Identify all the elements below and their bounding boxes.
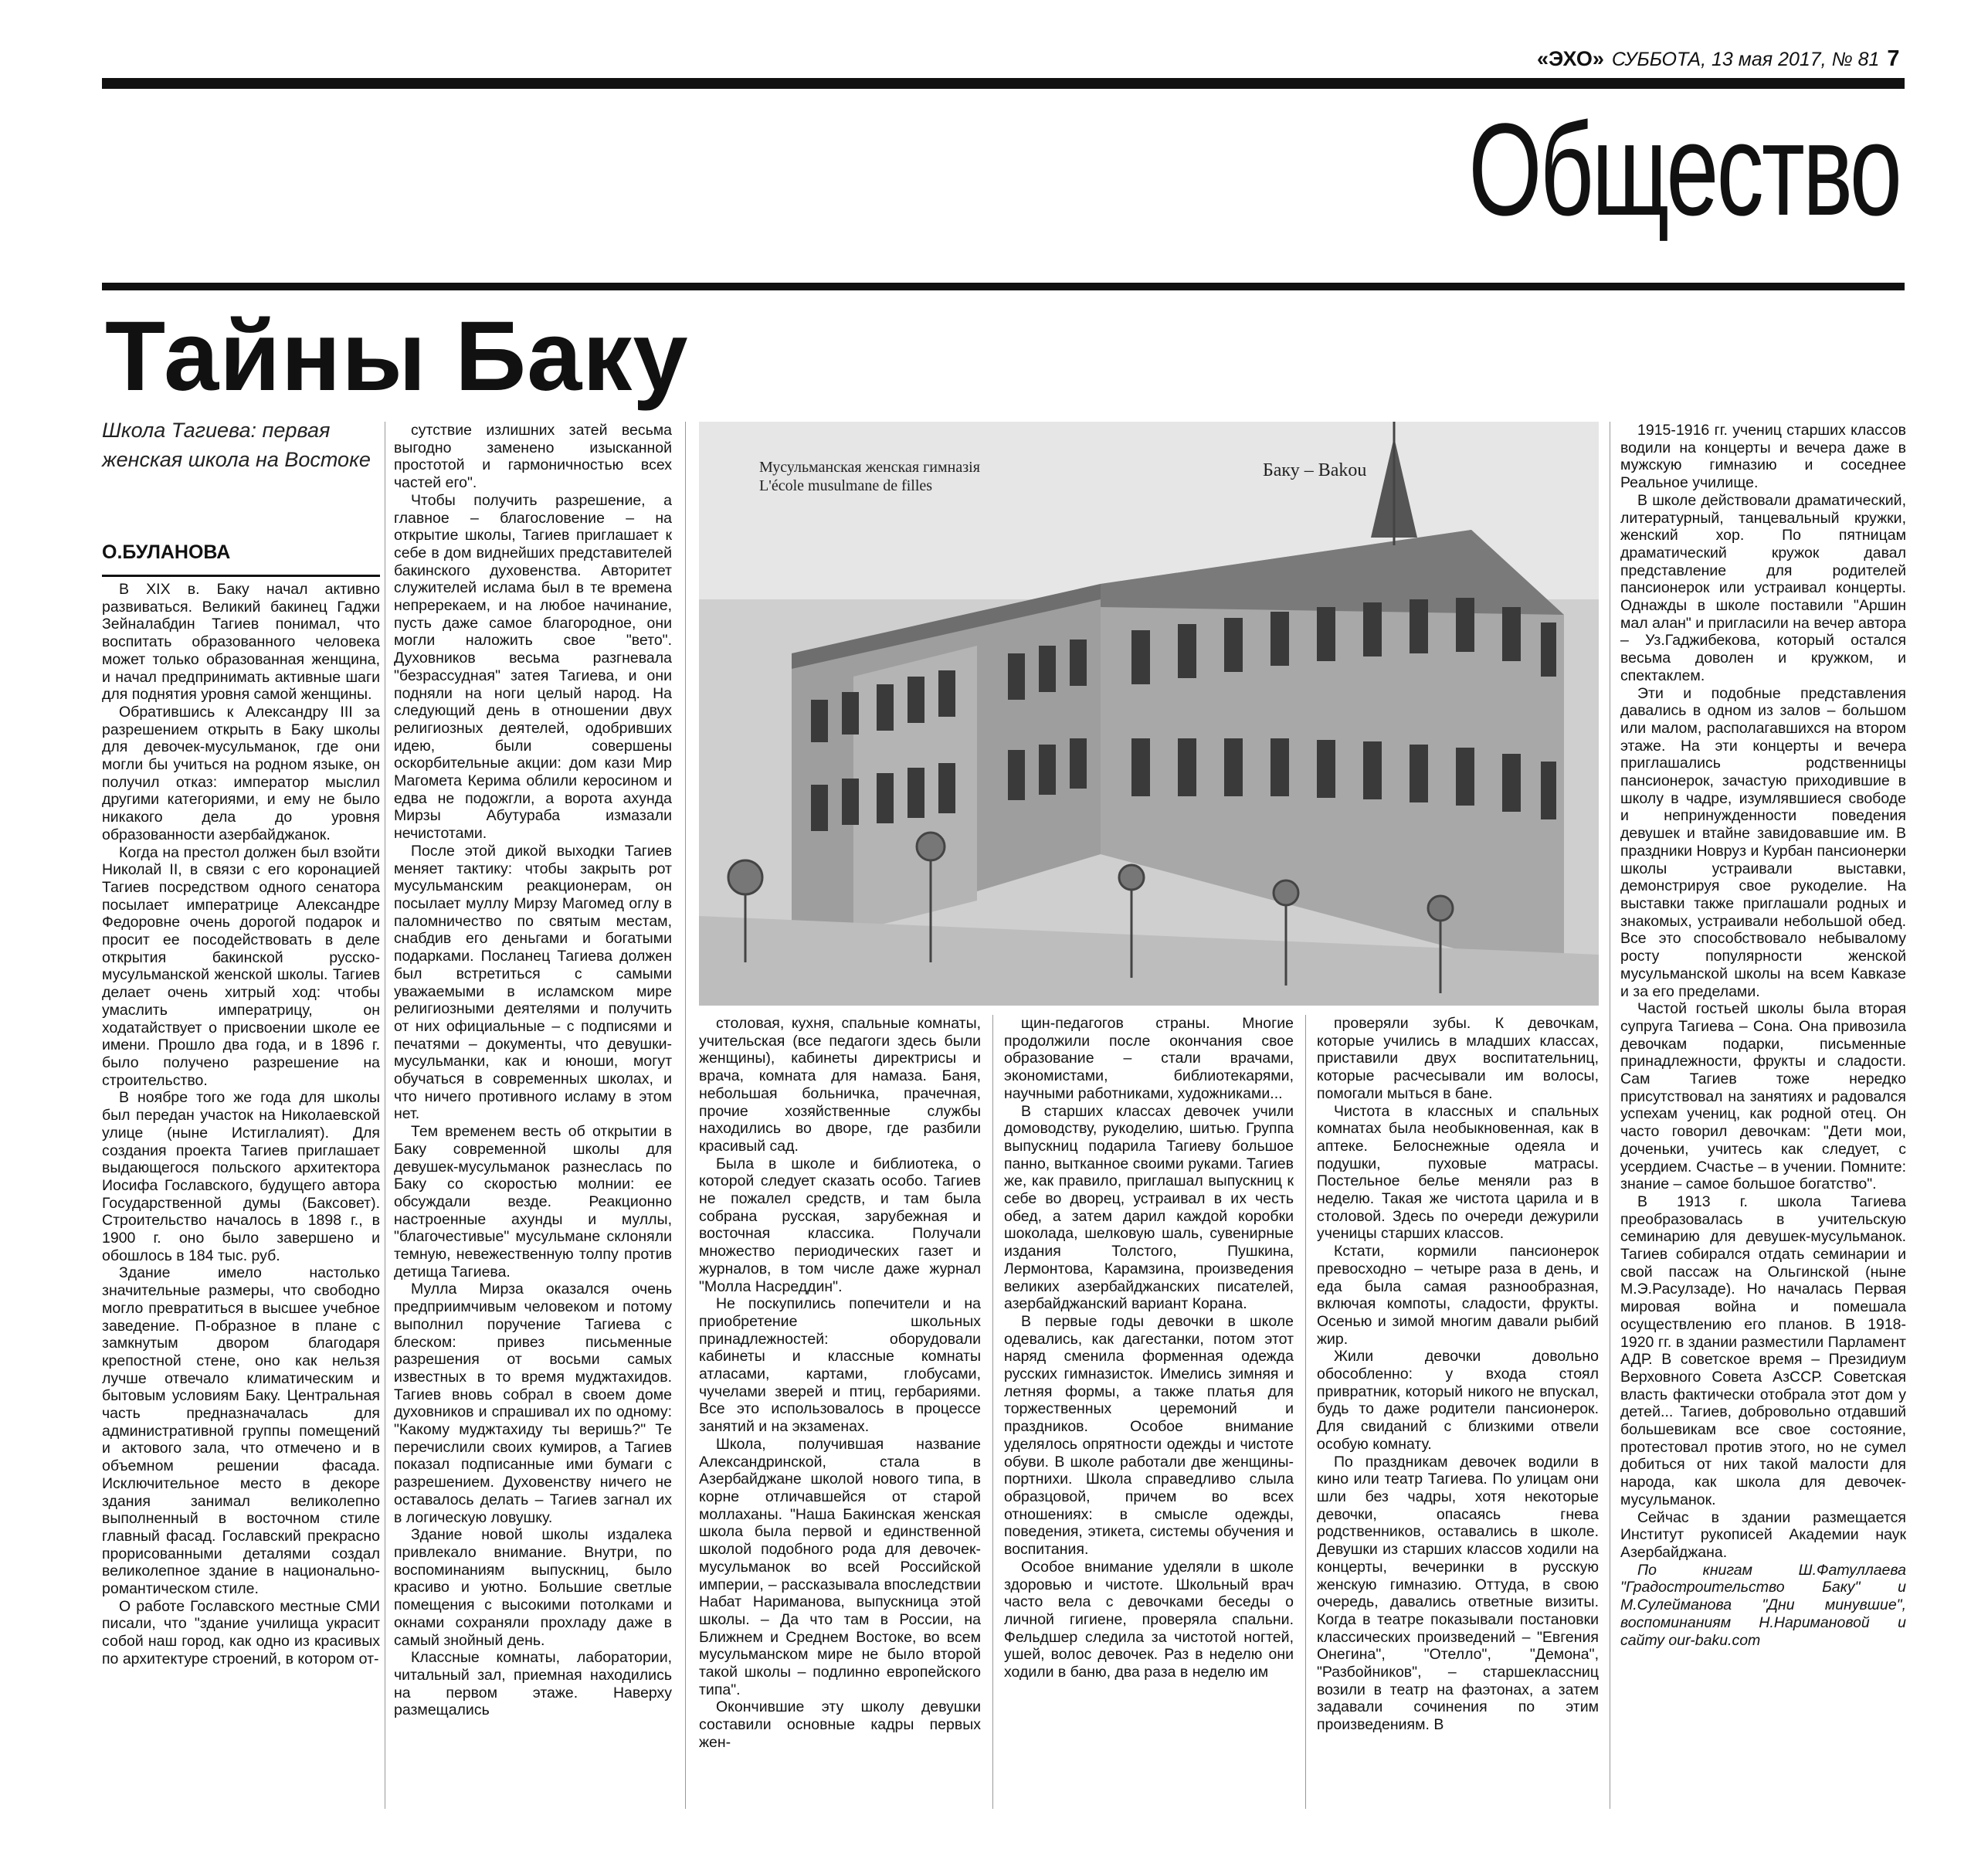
article-column-2 bbox=[394, 422, 672, 1809]
top-rule bbox=[102, 78, 1905, 89]
paragraph: Мулла Мирза оказался очень предприимчивым человеком и потому выполнил поручение Тагиева с блеском: привез письменные разрешения от восьми самых известных в то время муджтахидов. Тагиев вновь собрал в своем доме духовников и спрашивал их по одному: "Какому муджтахиду ты веришь?" Те перечислили своих кумиров, а Тагиев показал подписанные ими бумаги с разрешением. Духовенству ничего не оставалось делать – Тагиев загнал их в логическую ловушку. bbox=[394, 1281, 672, 1526]
column-divider bbox=[1305, 1015, 1306, 1809]
paragraph: Здание новой школы издалека привлекало внимание. Внутри, по воспоминаниям выпускниц, было красиво и уютно. Большие светлые помещения с высокими потолками и окнами сохраняли прохладу даже в самый знойный день. bbox=[394, 1526, 672, 1649]
paragraph: Частой гостьей школы была вторая супруга Тагиева – Сона. Она привозила девочкам подарки, письменные принадлежности, фрукты и сладости. Сам Тагиев тоже нередко присутствовал на занятиях и радовался успехам учениц, как родной отец. Он часто говорил девочкам: "Дети мои, доченьки, учитесь как следует, с усердием. Счастье – в учении. Помните: знание – самое большое богатство". bbox=[1620, 1000, 1906, 1193]
column-divider bbox=[992, 1015, 993, 1809]
paragraph: После этой дикой выходки Тагиев меняет тактику: чтобы закрыть рот мусульманским реакционерам, он посылает муллу Мирзу Магомед оглу в паломничество по святым местам, снабдив его деньгами и богатыми подарками. Посланец Тагиева должен был встретиться с самыми уважаемыми в исламском мире религиозными деятелями и получить от них официальные – с подписями и печатями – документы, что девушки-мусульманки, как и юноши, могут обучаться в современных школах, и что ничего противного исламу в этом нет. bbox=[394, 842, 672, 1123]
page-number: 7 bbox=[1887, 46, 1900, 71]
paragraph: Эти и подобные представления давались в одном из залов – большом или малом, располагавшихся на втором этаже. На эти концерты и вечера приглашались родственницы пансионерок, зачастую приходившие в школу в чадре, изумлявшиеся свободе и непринужденности поведения девушек и втайне завидовавшие им. В праздники Новруз и Курбан пансионерки школы устраивали выставки, демонстрируя свое рукоделие. На выставки также приглашали родных и знакомых, устраивали небольшой обед. Все это способствовало небывалому росту популярности женской мусульманской школы на всем Кавказе и за его пределами. bbox=[1620, 684, 1906, 1000]
paragraph: В 1913 г. школа Тагиева преобразовалась в учительскую семинарию для девушек-мусульманок. Тагиев собирался отдать семинарии и свой пассаж на Ольгинской (ныне М.Э.Расулзаде). Но началась Первая мировая война и помешала осуществлению его планов. В 1918-1920 гг. в здании разместили Парламент АДР. В советское время – Президиум Верховного Совета АзССР. Советская власть фактически отобрала этот дом у детей... Тагиев, добровольно отдавший большевикам все свое состояние, протестовал против этого, но не сумел добиться от них такой малости для народа, как школа для девочек-мусульманок. bbox=[1620, 1193, 1906, 1508]
paragraph: В XIX в. Баку начал активно развиваться. Великий бакинец Гаджи Зейналабдин Тагиев понимал, что воспитать образованного человека может только образованная женщина, и начал предпринимать активные шаги для поднятия уровня самой женщины. bbox=[102, 581, 380, 704]
paragraph: Чтобы получить разрешение, а главное – благословение – на открытие школы, Тагиев приглашает к себе в дом виднейших представителей бакинского духовенства. Авторитет служителей ислама был в те времена непререкаем, и на любое начинание, пусть даже самое благородное, они могли наложить свое "вето". Духовников весьма разгневала "безрассудная" затея Тагиева, и они подняли на ноги целый народ. На следующий день в отношении двух религиозных деятелей, одобривших идею, были совершены оскорбительные акции: дом кази Мир Магомета Керима облили керосином и едва не подожгли, а ворота ахунда Мирзы Абутураба измазали нечистотами. bbox=[394, 491, 672, 843]
paragraph: Чистота в классных и спальных комнатах была необыкновенная, как в аптеке. Белоснежные одеяла и подушки, пуховые матрасы. Постельное белье меняли раз в неделю. Такая же чистота царила и в столовой. Здесь по очереди дежурили ученицы старших классов. bbox=[1317, 1102, 1599, 1243]
photo-caption-russian: Мусульманская женская гимназія bbox=[759, 459, 980, 476]
paragraph: Тем временем весть об открытии в Баку современной школы для девушек-мусульманок разнеслась по Баку со скоростью молнии: ее обсуждали везде. Реакционно настроенные ахунды и муллы, "благочестивые" мусульмане склоняли темную, невежественную толпу против детища Тагиева. bbox=[394, 1123, 672, 1281]
paragraph: Обратившись к Александру III за разрешением открыть в Баку школы для девочек-мусульманок, где они могли бы учиться на родном языке, он получил отказ: император мыслил другими категориями, и ему не было никакого дела до уровня образованности азербайджанок. bbox=[102, 703, 380, 843]
paragraph: Когда на престол должен был взойти Николай II, в связи с его коронацией Тагиев посредством одного сенатора посылает императрице Александре Федоровне очень дорогой подарок и просит ее посодействовать в деле открытия бакинской русско-мусульманской женской школы. Тагиев делает очень хитрый ход: чтобы умаслить императрицу, он ходатайствует о присвоении школе ее имени. Прошло два года, и в 1896 г. было получено разрешение на строительство. bbox=[102, 843, 380, 1089]
school-photo bbox=[699, 422, 1599, 1006]
article-column-4 bbox=[1004, 1015, 1294, 1809]
paragraph: сутствие излишних затей весьма выгодно заменено изысканной простотой и гармоничностью всех частей его". bbox=[394, 422, 672, 492]
section-title: Общество bbox=[1468, 97, 1900, 243]
paragraph: По праздникам девочек водили в кино или театр Тагиева. По улицам они шли без чадры, хотя некоторые девочки, опасаясь гнева родственников, оставались в школе. Девушки из старших классов ходили на концерты, вечеринки в русскую женскую гимназию. Оттуда, в свою очередь, давались ответные визиты. Когда в театре показывали постановки классических произведений – "Евгения Онегина", "Отелло", "Демона", "Разбойников", – старшеклассниц возили в театр на фаэтонах, а затем задавали сочинения по этим произведениям. В bbox=[1317, 1453, 1599, 1734]
paragraph: Окончившие эту школу девушки составили основные кадры первых жен- bbox=[699, 1698, 981, 1751]
paragraph: Школа, получившая название Александринской, стала в Азербайджане школой нового типа, в корне отличавшейся от старой моллаханы. "Наша Бакинская женская школа была первой и единственной школой подобного рода для девочек-мусульманок во всей Российской империи, – рассказывала впоследствии Набат Нариманова, выпускница этой школы. – Да что там в России, на Ближнем и Среднем Востоке, во всем мусульманском мире не было второй такой школы – подлинно европейского типа". bbox=[699, 1435, 981, 1698]
paragraph: Жили девочки довольно обособленно: у входа стоял привратник, который никого не впускал, будь то даже родители пансионерок. Для свиданий с близкими отвели особую комнату. bbox=[1317, 1348, 1599, 1453]
article-author: О.БУЛАНОВА bbox=[102, 541, 380, 577]
paragraph: Не поскупились попечители и на приобретение школьных принадлежностей: оборудовали кабинеты и классные комнаты атласами, картами, глобусами, чучелами зверей и птиц, гербариями. Все это использовалось в процессе занятий и на экзаменах. bbox=[699, 1295, 981, 1436]
paragraph: В ноябре того же года для школы был передан участок на Николаевской улице (ныне Истиглалият). Для создания проекта Тагиев приглашает выдающегося польского архитектора Иосифа Гославского, будущего автора Государственной думы (Баксовет). Строительство началось в 1898 г., в 1900 г. оно было завершено и обошлось в 184 тыс. руб. bbox=[102, 1089, 380, 1264]
paragraph: Здание имело настолько значительные размеры, что свободно могло превратиться в высшее учебное заведение. П-образное в плане с замкнутым двором благодаря крепостной стене, оно как нельзя лучше отвечало климатическим и бытовым условиям Баку. Центральная часть предназначалась для административной группы помещений и актового зала, что отмечено и в объемном решении фасада. Исключительное место в декоре здания занимал великолепно выполненный в восточном стиле главный фасад. Гославский прекрасно прорисованными деталями создал великолепное здание в национально-романтическом стиле. bbox=[102, 1264, 380, 1598]
article-column-6 bbox=[1620, 422, 1906, 1809]
paragraph: Классные комнаты, лаборатории, читальный зал, приемная находились на первом этаже. Наверху размещались bbox=[394, 1649, 672, 1719]
newspaper-name: «ЭХО» bbox=[1537, 47, 1604, 70]
section-rule bbox=[102, 283, 1905, 290]
article-subtitle: Школа Тагиева: первая женская школа на Востоке bbox=[102, 419, 371, 471]
article-column-1 bbox=[102, 581, 380, 1809]
paragraph: Сейчас в здании размещается Институт рукописей Академии наук Азербайджана. bbox=[1620, 1508, 1906, 1561]
masthead bbox=[1537, 46, 1900, 77]
article-headline: Тайны Баку bbox=[105, 301, 689, 412]
paragraph: 1915-1916 гг. учениц старших классов водили на концерты и вечера даже в мужскую гимназию и соседнее Реальное училище. bbox=[1620, 422, 1906, 492]
paragraph: проверяли зубы. К девочкам, которые учились в младших классах, приставили двух воспитательниц, которые расчесывали им волосы, помогали мыться в бане. bbox=[1317, 1015, 1599, 1102]
paragraph: Особое внимание уделяли в школе здоровью и чистоте. Школьный врач часто вела с девочками беседы о личной гигиене, проверяла спальни. Фельдшер следила за чистотой ногтей, ушей, волос девочек. Раз в неделю они ходили в баню, два раза в неделю им bbox=[1004, 1558, 1294, 1681]
paragraph: столовая, кухня, спальные комнаты, учительская (все педагоги здесь были женщины), кабинеты директрисы и врача, комната для намаза. Баня, небольшая больничка, прачечная, прочие хозяйственные службы находились во дворе, где разбили красивый сад. bbox=[699, 1015, 981, 1155]
photo-caption-city: Баку – Bakou bbox=[1263, 460, 1367, 480]
paragraph: В школе действовали драматический, литературный, танцевальный кружки, женский хор. По пятницам драматический кружок давал представление для родителей пансионерок или устраивал концерты. Однажды в школе поставили "Аршин мал алан" и пригласили на вечер автора – Уз.Гаджибекова, который остался весьма доволен и кружком, и спектаклем. bbox=[1620, 491, 1906, 684]
article-column-5 bbox=[1317, 1015, 1599, 1809]
photo-caption-french: L'école musulmane de filles bbox=[759, 477, 933, 494]
school-building-image bbox=[699, 422, 1599, 1006]
paragraph: В первые годы девочки в школе одевались, как дагестанки, потом этот наряд сменила форменная одежда русских гимназисток. Имелись зимняя и летняя формы, а также платья для торжественных церемоний и праздников. Особое внимание уделялось опрятности одежды и чистоте обуви. В школе работали две женщины-портнихи. Школа справедливо слыла образцовой, причем во всех отношениях: в смысле одежды, поведения, этикета, системы обучения и воспитания. bbox=[1004, 1312, 1294, 1559]
paragraph: О работе Гославского местные СМИ писали, что "здание училища украсит собой наш город, как одно из красивых по архитектуре строений, в котором от- bbox=[102, 1597, 380, 1667]
issue-date: СУББОТА, 13 мая 2017, № 81 bbox=[1611, 49, 1880, 70]
paragraph: щин-педагогов страны. Многие продолжили после окончания свое образование – стали врачами, экономистами, библиотекарями, научными работниками, художниками... bbox=[1004, 1015, 1294, 1102]
paragraph: В старших классах девочек учили домоводству, рукоделию, шитью. Группа выпускниц подарила Тагиеву большое панно, вытканное своими руками. Тагиев же, как правило, приглашал выпускниц к себе во дворец, устраивал в их честь обед, а затем дарил каждой коробки шоколада, шелковую шаль, сувенирные издания Толстого, Пушкина, Лермонтова, Карамзина, произведения великих азербайджанских писателей, азербайджанский вариант Корана. bbox=[1004, 1102, 1294, 1313]
paragraph: Кстати, кормили пансионерок превосходно – четыре раза в день, и еда была самая разнообразная, включая компоты, сладости, фрукты. Осенью и зимой многим давали рыбий жир. bbox=[1317, 1243, 1599, 1348]
sources-note: По книгам Ш.Фатуллаева "Градостроительство Баку" и М.Сулейманова "Дни минувшие", воспоминаниям Н.Наримановой и сайту our-baku.com bbox=[1620, 1561, 1906, 1649]
column-divider bbox=[685, 422, 686, 1809]
paragraph: Была в школе и библиотека, о которой следует сказать особо. Тагиев не пожалел средств, и там была собрана русская, зарубежная и восточная классика. Получали множество периодических газет и журналов, в том числе даже журнал "Молла Насреддин". bbox=[699, 1155, 981, 1295]
article-column-3 bbox=[699, 1015, 981, 1809]
